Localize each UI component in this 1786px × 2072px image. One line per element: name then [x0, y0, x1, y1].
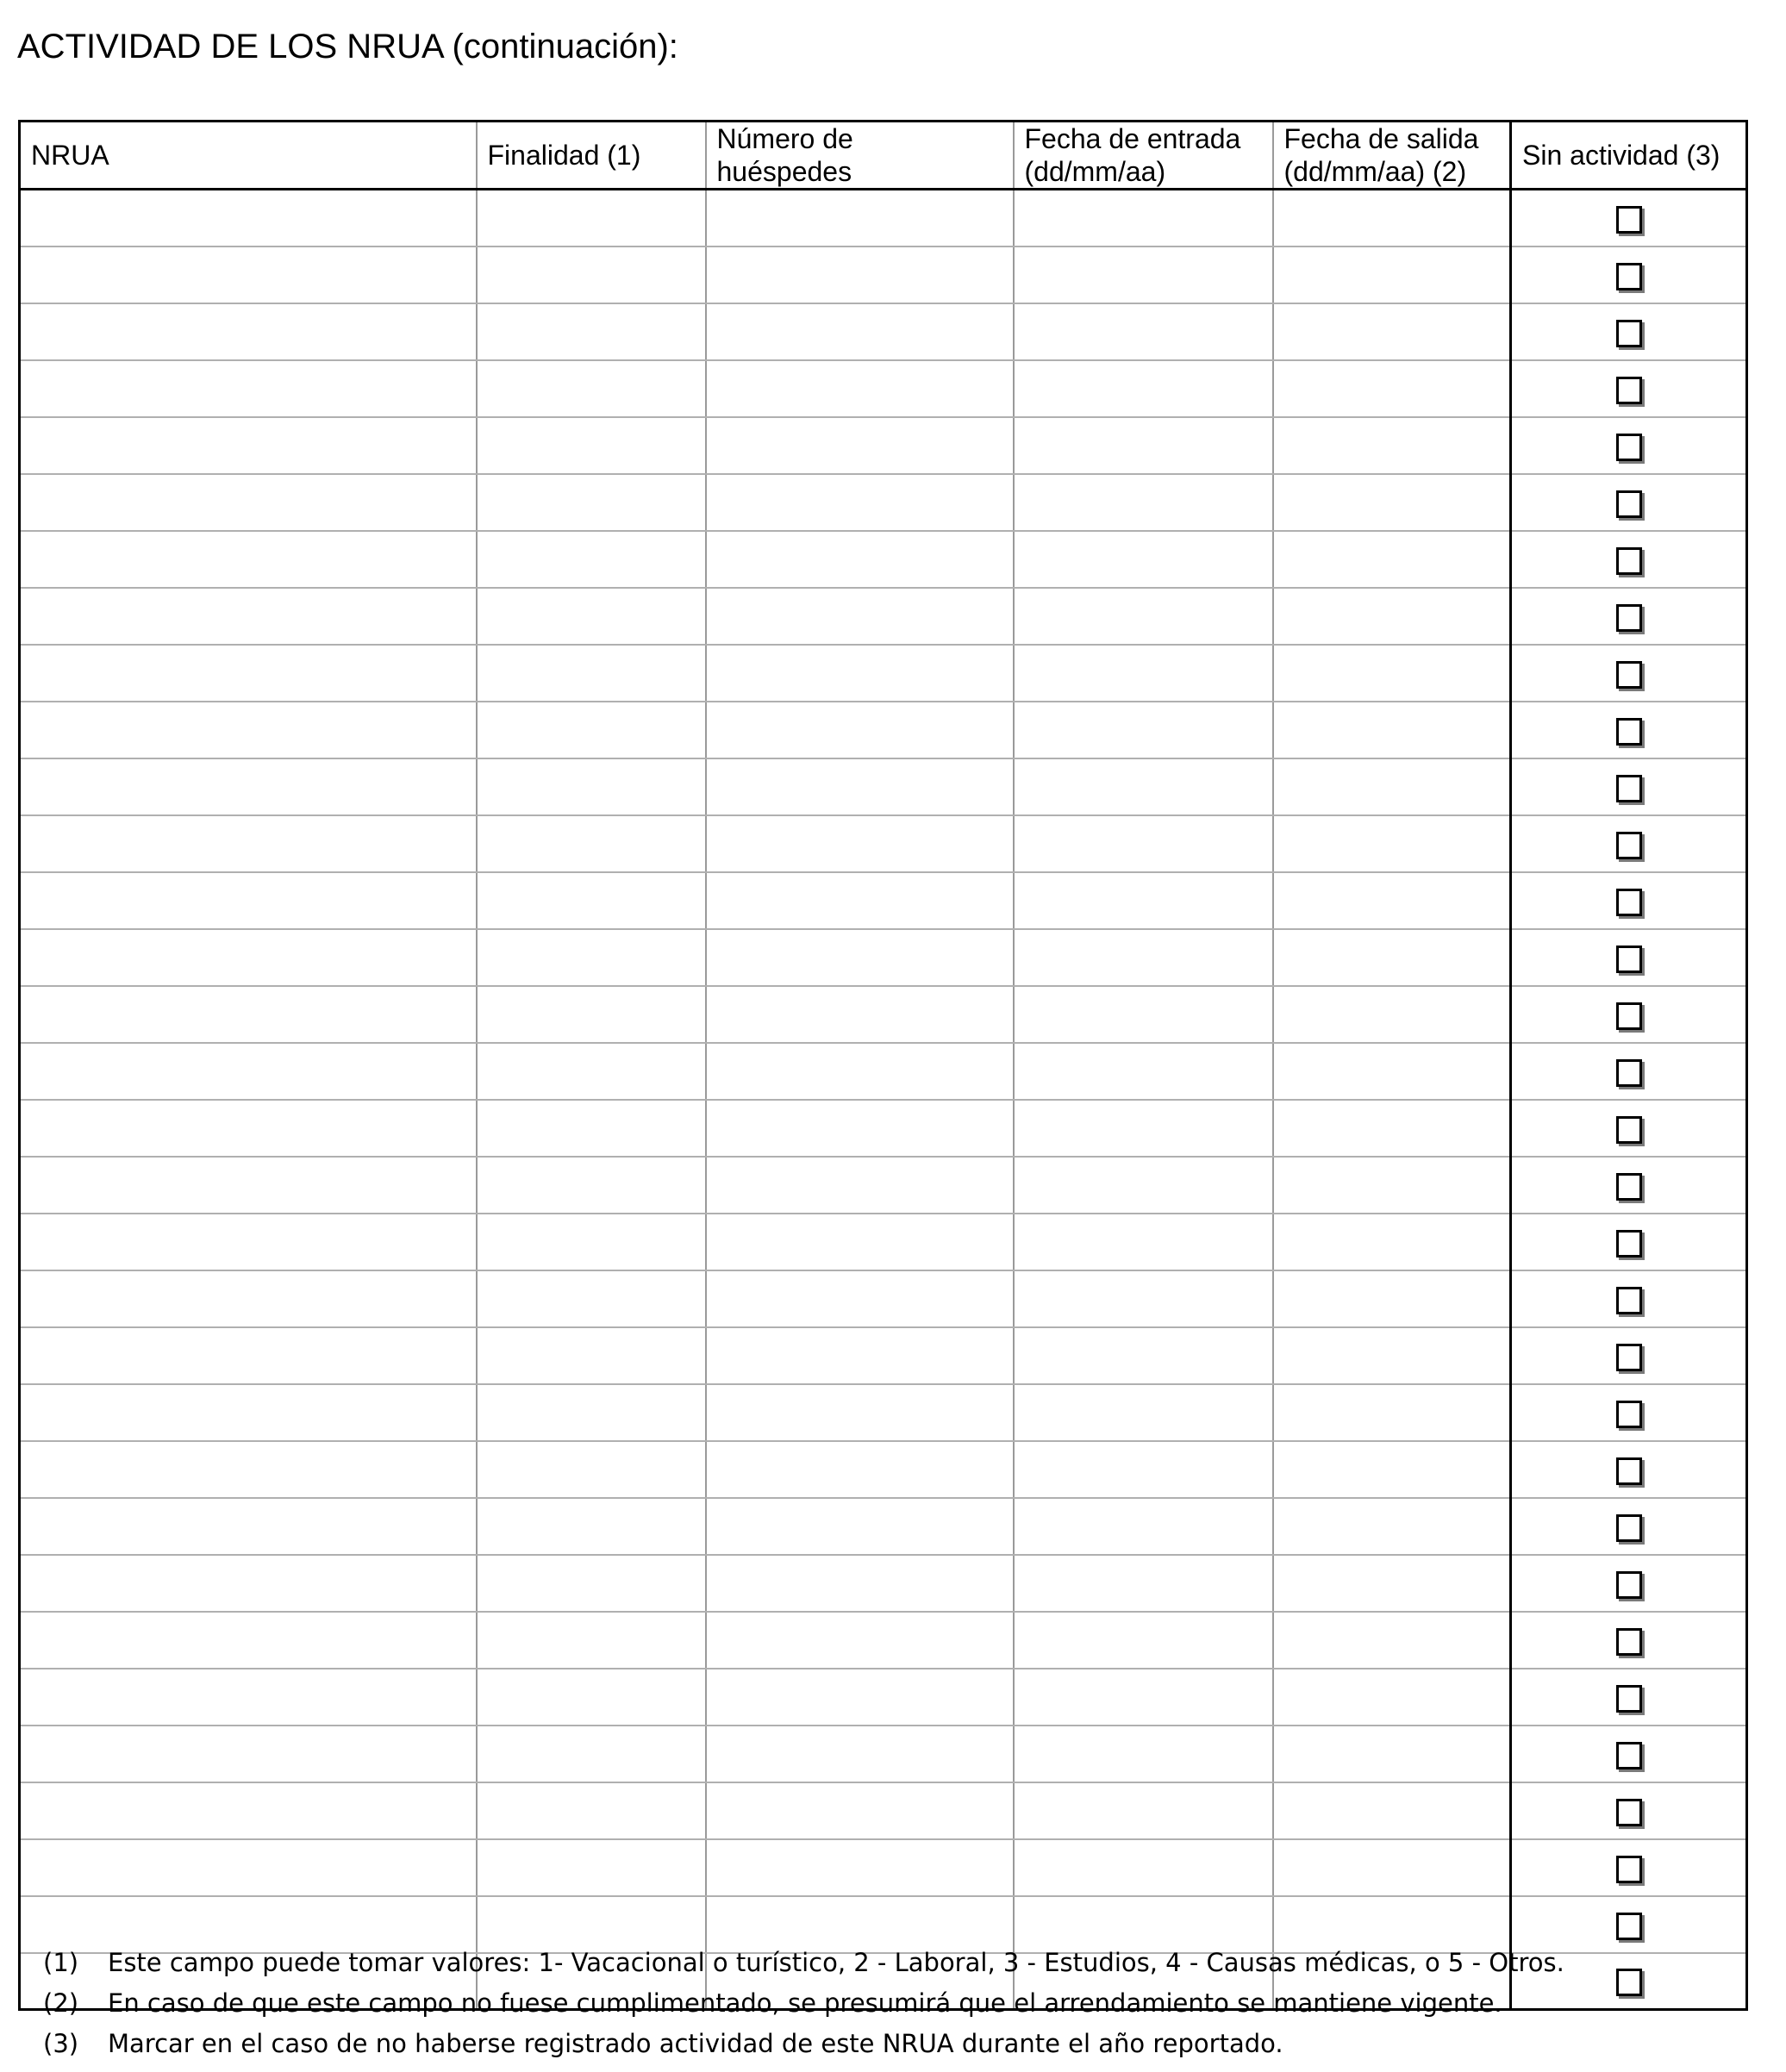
sin-actividad-cell	[1511, 303, 1747, 360]
huespedes-cell[interactable]	[706, 247, 1014, 303]
fecha-salida-cell[interactable]	[1273, 872, 1511, 929]
fecha-salida-cell[interactable]	[1273, 1214, 1511, 1270]
header-fecha-entrada	[1014, 122, 1273, 190]
header-entrada-line1: Fecha de entrada	[1024, 123, 1241, 154]
table-row	[20, 1157, 1747, 1214]
sin-actividad-cell	[1511, 815, 1747, 872]
fecha-entrada-cell[interactable]	[1014, 360, 1273, 417]
footnote-text: Marcar en el caso de no haberse registrado actividad de este NRUA durante el año reportado.	[108, 2029, 1283, 2058]
page-title: ACTIVIDAD DE LOS NRUA (continuación):	[17, 28, 678, 66]
huespedes-cell[interactable]	[706, 1100, 1014, 1157]
footnote-text: En caso de que este campo no fuese cumplimentado, se presumirá que el arrendamiento se mantiene vigente.	[108, 1988, 1502, 2018]
table-row	[20, 1669, 1747, 1726]
sin-actividad-checkbox[interactable]	[1616, 1628, 1642, 1656]
footnote-text: Este campo puede tomar valores: 1- Vacacional o turístico, 2 - Laboral, 3 - Estudios, 4 - Causas médicas, o 5 - Otros.	[108, 1948, 1564, 1977]
fecha-entrada-cell[interactable]	[1014, 303, 1273, 360]
huespedes-cell[interactable]	[706, 303, 1014, 360]
table-row	[20, 417, 1747, 474]
table-row	[20, 190, 1747, 247]
sin-actividad-checkbox[interactable]	[1616, 263, 1642, 290]
finalidad-cell[interactable]	[477, 531, 706, 588]
fecha-salida-cell[interactable]	[1273, 1612, 1511, 1669]
fecha-entrada-cell[interactable]	[1014, 588, 1273, 645]
fecha-salida-cell[interactable]	[1273, 1782, 1511, 1839]
sin-actividad-checkbox[interactable]	[1616, 1685, 1642, 1713]
fecha-salida-cell[interactable]	[1273, 1327, 1511, 1384]
sin-actividad-cell	[1511, 986, 1747, 1043]
huespedes-cell[interactable]	[706, 1214, 1014, 1270]
sin-actividad-cell	[1511, 1157, 1747, 1214]
fecha-salida-cell[interactable]	[1273, 360, 1511, 417]
huespedes-cell[interactable]	[706, 1327, 1014, 1384]
fecha-salida-cell[interactable]	[1273, 247, 1511, 303]
fecha-entrada-cell[interactable]	[1014, 929, 1273, 986]
fecha-entrada-cell[interactable]	[1014, 758, 1273, 815]
table-row	[20, 929, 1747, 986]
huespedes-cell[interactable]	[706, 474, 1014, 531]
header-sin-actividad-label: Sin actividad (3)	[1522, 140, 1720, 171]
nrua-cell[interactable]	[20, 474, 477, 531]
header-nrua-label: NRUA	[31, 140, 109, 171]
finalidad-cell[interactable]	[477, 1384, 706, 1441]
table-row	[20, 474, 1747, 531]
fecha-entrada-cell[interactable]	[1014, 1839, 1273, 1896]
sin-actividad-checkbox[interactable]	[1616, 1287, 1642, 1314]
huespedes-cell[interactable]	[706, 1782, 1014, 1839]
header-huespedes	[706, 122, 1014, 190]
fecha-salida-cell[interactable]	[1273, 815, 1511, 872]
fecha-salida-cell[interactable]	[1273, 1441, 1511, 1498]
fecha-salida-cell[interactable]	[1273, 303, 1511, 360]
huespedes-cell[interactable]	[706, 1726, 1014, 1782]
table-row	[20, 247, 1747, 303]
sin-actividad-cell	[1511, 1782, 1747, 1839]
nrua-cell[interactable]	[20, 360, 477, 417]
table-row	[20, 1384, 1747, 1441]
sin-actividad-checkbox[interactable]	[1616, 1230, 1642, 1258]
fecha-salida-cell[interactable]	[1273, 986, 1511, 1043]
nrua-cell[interactable]	[20, 588, 477, 645]
huespedes-cell[interactable]	[706, 417, 1014, 474]
huespedes-cell[interactable]	[706, 702, 1014, 758]
sin-actividad-checkbox[interactable]	[1616, 377, 1642, 404]
sin-actividad-checkbox[interactable]	[1616, 434, 1642, 461]
finalidad-cell[interactable]	[477, 474, 706, 531]
sin-actividad-cell	[1511, 758, 1747, 815]
finalidad-cell[interactable]	[477, 417, 706, 474]
header-huespedes-line2: huéspedes	[716, 156, 852, 187]
sin-actividad-checkbox[interactable]	[1616, 1401, 1642, 1428]
fecha-entrada-cell[interactable]	[1014, 247, 1273, 303]
nrua-cell[interactable]	[20, 190, 477, 247]
fecha-salida-cell[interactable]	[1273, 645, 1511, 702]
sin-actividad-cell	[1511, 1612, 1747, 1669]
nrua-cell[interactable]	[20, 758, 477, 815]
sin-actividad-checkbox[interactable]	[1616, 490, 1642, 518]
fecha-entrada-cell[interactable]	[1014, 986, 1273, 1043]
sin-actividad-checkbox[interactable]	[1616, 1116, 1642, 1144]
table-row	[20, 1782, 1747, 1839]
finalidad-cell[interactable]	[477, 1612, 706, 1669]
header-fecha-salida	[1273, 122, 1511, 190]
nrua-cell[interactable]	[20, 1270, 477, 1327]
sin-actividad-checkbox[interactable]	[1616, 775, 1642, 802]
sin-actividad-cell	[1511, 1839, 1747, 1896]
huespedes-cell[interactable]	[706, 360, 1014, 417]
huespedes-cell[interactable]	[706, 1839, 1014, 1896]
sin-actividad-checkbox[interactable]	[1616, 1457, 1642, 1485]
fecha-salida-cell[interactable]	[1273, 1270, 1511, 1327]
huespedes-cell[interactable]	[706, 872, 1014, 929]
sin-actividad-cell	[1511, 1327, 1747, 1384]
fecha-salida-cell[interactable]	[1273, 190, 1511, 247]
huespedes-cell[interactable]	[706, 1441, 1014, 1498]
sin-actividad-cell	[1511, 190, 1747, 247]
nrua-cell[interactable]	[20, 1384, 477, 1441]
fecha-entrada-cell[interactable]	[1014, 1555, 1273, 1612]
header-finalidad	[477, 122, 706, 190]
finalidad-cell[interactable]	[477, 303, 706, 360]
sin-actividad-checkbox[interactable]	[1616, 547, 1642, 575]
sin-actividad-cell	[1511, 1043, 1747, 1100]
fecha-entrada-cell[interactable]	[1014, 1327, 1273, 1384]
huespedes-cell[interactable]	[706, 645, 1014, 702]
huespedes-cell[interactable]	[706, 1612, 1014, 1669]
finalidad-cell[interactable]	[477, 645, 706, 702]
sin-actividad-cell	[1511, 531, 1747, 588]
finalidad-cell[interactable]	[477, 1214, 706, 1270]
sin-actividad-cell	[1511, 1669, 1747, 1726]
fecha-salida-cell[interactable]	[1273, 474, 1511, 531]
finalidad-cell[interactable]	[477, 1726, 706, 1782]
finalidad-cell[interactable]	[477, 190, 706, 247]
finalidad-cell[interactable]	[477, 815, 706, 872]
footnote-number: (1)	[43, 1948, 79, 1977]
sin-actividad-cell	[1511, 474, 1747, 531]
sin-actividad-checkbox[interactable]	[1616, 661, 1642, 689]
nrua-cell[interactable]	[20, 1612, 477, 1669]
sin-actividad-cell	[1511, 1498, 1747, 1555]
table-row	[20, 1214, 1747, 1270]
nrua-cell[interactable]	[20, 815, 477, 872]
nrua-cell[interactable]	[20, 303, 477, 360]
finalidad-cell[interactable]	[477, 702, 706, 758]
sin-actividad-checkbox[interactable]	[1616, 1969, 1642, 1996]
finalidad-cell[interactable]	[477, 1669, 706, 1726]
fecha-entrada-cell[interactable]	[1014, 1669, 1273, 1726]
nrua-cell[interactable]	[20, 531, 477, 588]
nrua-cell[interactable]	[20, 1498, 477, 1555]
huespedes-cell[interactable]	[706, 1157, 1014, 1214]
finalidad-cell[interactable]	[477, 1157, 706, 1214]
sin-actividad-checkbox[interactable]	[1616, 946, 1642, 973]
nrua-cell[interactable]	[20, 1100, 477, 1157]
table-row	[20, 645, 1747, 702]
table-row	[20, 1498, 1747, 1555]
fecha-salida-cell[interactable]	[1273, 758, 1511, 815]
finalidad-cell[interactable]	[477, 1555, 706, 1612]
fecha-entrada-cell[interactable]	[1014, 190, 1273, 247]
header-finalidad-label: Finalidad (1)	[487, 140, 641, 171]
table-row	[20, 1043, 1747, 1100]
huespedes-cell[interactable]	[706, 815, 1014, 872]
finalidad-cell[interactable]	[477, 1782, 706, 1839]
sin-actividad-checkbox[interactable]	[1616, 1742, 1642, 1769]
sin-actividad-checkbox[interactable]	[1616, 1002, 1642, 1030]
sin-actividad-checkbox[interactable]	[1616, 1799, 1642, 1826]
header-nrua	[20, 122, 477, 190]
table-row	[20, 1100, 1747, 1157]
fecha-salida-cell[interactable]	[1273, 929, 1511, 986]
finalidad-cell[interactable]	[477, 247, 706, 303]
sin-actividad-cell	[1511, 1270, 1747, 1327]
sin-actividad-checkbox[interactable]	[1616, 1344, 1642, 1371]
fecha-entrada-cell[interactable]	[1014, 1100, 1273, 1157]
sin-actividad-cell	[1511, 1441, 1747, 1498]
fecha-salida-cell[interactable]	[1273, 702, 1511, 758]
sin-actividad-cell	[1511, 1726, 1747, 1782]
sin-actividad-checkbox[interactable]	[1616, 1571, 1642, 1599]
sin-actividad-cell	[1511, 702, 1747, 758]
fecha-entrada-cell[interactable]	[1014, 1157, 1273, 1214]
fecha-salida-cell[interactable]	[1273, 1043, 1511, 1100]
sin-actividad-checkbox[interactable]	[1616, 206, 1642, 234]
table-row	[20, 1726, 1747, 1782]
nrua-cell[interactable]	[20, 872, 477, 929]
table-row	[20, 1555, 1747, 1612]
finalidad-cell[interactable]	[477, 1441, 706, 1498]
finalidad-cell[interactable]	[477, 588, 706, 645]
table-header-row	[20, 122, 1747, 190]
fecha-entrada-cell[interactable]	[1014, 417, 1273, 474]
fecha-entrada-cell[interactable]	[1014, 1726, 1273, 1782]
fecha-entrada-cell[interactable]	[1014, 474, 1273, 531]
footnote-number: (2)	[43, 1988, 79, 2018]
huespedes-cell[interactable]	[706, 1498, 1014, 1555]
huespedes-cell[interactable]	[706, 1270, 1014, 1327]
sin-actividad-checkbox[interactable]	[1616, 320, 1642, 347]
sin-actividad-checkbox[interactable]	[1616, 718, 1642, 746]
nrua-activity-table	[18, 120, 1748, 2011]
header-huespedes-line1: Número de	[716, 123, 853, 154]
table-row	[20, 702, 1747, 758]
fecha-salida-cell[interactable]	[1273, 417, 1511, 474]
header-entrada-line2: (dd/mm/aa)	[1024, 156, 1166, 187]
finalidad-cell[interactable]	[477, 758, 706, 815]
table-row	[20, 1270, 1747, 1327]
footnote-number: (3)	[43, 2029, 79, 2058]
table-row	[20, 360, 1747, 417]
fecha-entrada-cell[interactable]	[1014, 1441, 1273, 1498]
sin-actividad-cell	[1511, 929, 1747, 986]
fecha-salida-cell[interactable]	[1273, 1669, 1511, 1726]
fecha-entrada-cell[interactable]	[1014, 1782, 1273, 1839]
huespedes-cell[interactable]	[706, 1555, 1014, 1612]
fecha-salida-cell[interactable]	[1273, 1157, 1511, 1214]
header-sin-actividad	[1511, 122, 1747, 190]
nrua-cell[interactable]	[20, 247, 477, 303]
fecha-entrada-cell[interactable]	[1014, 1384, 1273, 1441]
fecha-salida-cell[interactable]	[1273, 1726, 1511, 1782]
sin-actividad-cell	[1511, 360, 1747, 417]
huespedes-cell[interactable]	[706, 190, 1014, 247]
table-row	[20, 872, 1747, 929]
finalidad-cell[interactable]	[477, 1270, 706, 1327]
finalidad-cell[interactable]	[477, 872, 706, 929]
nrua-cell[interactable]	[20, 1157, 477, 1214]
finalidad-cell[interactable]	[477, 1100, 706, 1157]
fecha-salida-cell[interactable]	[1273, 531, 1511, 588]
fecha-entrada-cell[interactable]	[1014, 702, 1273, 758]
huespedes-cell[interactable]	[706, 588, 1014, 645]
table-row	[20, 588, 1747, 645]
nrua-cell[interactable]	[20, 417, 477, 474]
fecha-entrada-cell[interactable]	[1014, 1498, 1273, 1555]
fecha-entrada-cell[interactable]	[1014, 1043, 1273, 1100]
sin-actividad-checkbox[interactable]	[1616, 1514, 1642, 1542]
huespedes-cell[interactable]	[706, 758, 1014, 815]
nrua-cell[interactable]	[20, 1669, 477, 1726]
fecha-salida-cell[interactable]	[1273, 1384, 1511, 1441]
sin-actividad-checkbox[interactable]	[1616, 1059, 1642, 1087]
huespedes-cell[interactable]	[706, 1043, 1014, 1100]
finalidad-cell[interactable]	[477, 986, 706, 1043]
sin-actividad-checkbox[interactable]	[1616, 1173, 1642, 1201]
sin-actividad-cell	[1511, 645, 1747, 702]
sin-actividad-checkbox[interactable]	[1616, 1856, 1642, 1883]
nrua-cell[interactable]	[20, 1726, 477, 1782]
fecha-salida-cell[interactable]	[1273, 1839, 1511, 1896]
nrua-cell[interactable]	[20, 1782, 477, 1839]
huespedes-cell[interactable]	[706, 531, 1014, 588]
header-salida-line2: (dd/mm/aa) (2)	[1283, 156, 1467, 187]
sin-actividad-cell	[1511, 1555, 1747, 1612]
fecha-salida-cell[interactable]	[1273, 1498, 1511, 1555]
finalidad-cell[interactable]	[477, 1327, 706, 1384]
nrua-cell[interactable]	[20, 1441, 477, 1498]
fecha-entrada-cell[interactable]	[1014, 815, 1273, 872]
table-row	[20, 1839, 1747, 1896]
finalidad-cell[interactable]	[477, 1839, 706, 1896]
table-row	[20, 1327, 1747, 1384]
nrua-cell[interactable]	[20, 1555, 477, 1612]
fecha-entrada-cell[interactable]	[1014, 872, 1273, 929]
finalidad-cell[interactable]	[477, 929, 706, 986]
fecha-entrada-cell[interactable]	[1014, 1270, 1273, 1327]
fecha-salida-cell[interactable]	[1273, 1555, 1511, 1612]
finalidad-cell[interactable]	[477, 360, 706, 417]
nrua-cell[interactable]	[20, 702, 477, 758]
fecha-salida-cell[interactable]	[1273, 588, 1511, 645]
table-row	[20, 758, 1747, 815]
sin-actividad-cell	[1511, 1100, 1747, 1157]
finalidad-cell[interactable]	[477, 1043, 706, 1100]
huespedes-cell[interactable]	[706, 1384, 1014, 1441]
nrua-cell[interactable]	[20, 1214, 477, 1270]
fecha-entrada-cell[interactable]	[1014, 1214, 1273, 1270]
table-row	[20, 815, 1747, 872]
table-row	[20, 303, 1747, 360]
sin-actividad-checkbox[interactable]	[1616, 832, 1642, 859]
table-row	[20, 1441, 1747, 1498]
sin-actividad-cell	[1511, 1384, 1747, 1441]
nrua-cell[interactable]	[20, 1839, 477, 1896]
header-salida-line1: Fecha de salida	[1283, 123, 1479, 154]
nrua-cell[interactable]	[20, 929, 477, 986]
sin-actividad-checkbox[interactable]	[1616, 604, 1642, 632]
table-row	[20, 1612, 1747, 1669]
nrua-cell[interactable]	[20, 645, 477, 702]
table-row	[20, 986, 1747, 1043]
fecha-salida-cell[interactable]	[1273, 1100, 1511, 1157]
fecha-entrada-cell[interactable]	[1014, 645, 1273, 702]
sin-actividad-checkbox[interactable]	[1616, 1913, 1642, 1940]
sin-actividad-cell	[1511, 417, 1747, 474]
finalidad-cell[interactable]	[477, 1498, 706, 1555]
huespedes-cell[interactable]	[706, 929, 1014, 986]
sin-actividad-cell	[1511, 1214, 1747, 1270]
sin-actividad-cell	[1511, 588, 1747, 645]
sin-actividad-cell	[1511, 872, 1747, 929]
sin-actividad-cell	[1511, 247, 1747, 303]
huespedes-cell[interactable]	[706, 1669, 1014, 1726]
nrua-cell[interactable]	[20, 1327, 477, 1384]
table-row	[20, 531, 1747, 588]
nrua-cell[interactable]	[20, 1043, 477, 1100]
sin-actividad-checkbox[interactable]	[1616, 889, 1642, 916]
huespedes-cell[interactable]	[706, 986, 1014, 1043]
fecha-entrada-cell[interactable]	[1014, 531, 1273, 588]
fecha-entrada-cell[interactable]	[1014, 1612, 1273, 1669]
nrua-cell[interactable]	[20, 986, 477, 1043]
